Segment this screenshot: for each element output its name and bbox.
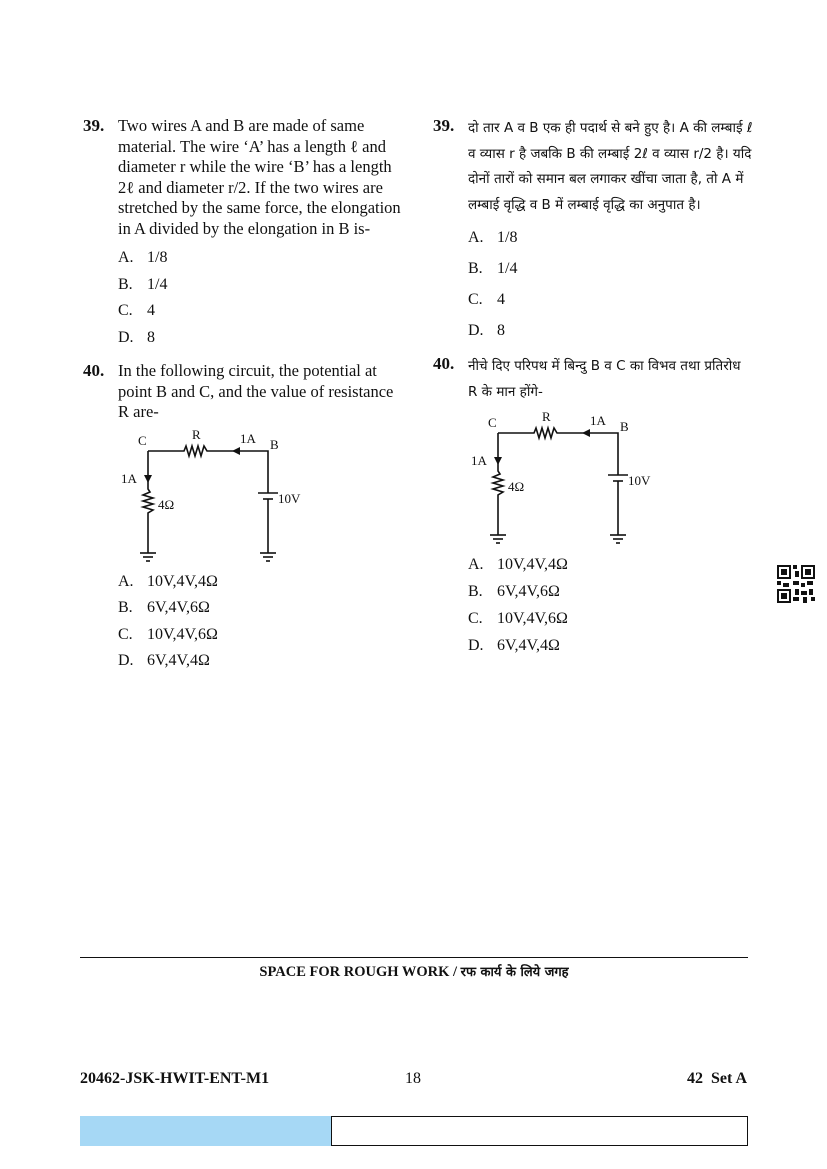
question-40-en [83,361,403,675]
resistor-4ohm-wire [143,451,153,553]
label-current-top: 1A [240,430,256,446]
rough-work-english: SPACE FOR ROUGH WORK / [259,964,458,980]
option-c[interactable] [468,605,753,632]
question-number: 39. [83,116,105,135]
option-letter: C. [118,625,133,643]
circuit-diagram [468,407,668,547]
option-letter: D. [118,328,134,346]
label-current-top: 1A [590,413,606,428]
options-list [468,222,753,346]
question-text: नीचे दिए परिपथ में बिन्दु B व C का विभव तथा प्रतिरोध R के मान होंगे- [468,358,741,400]
option-d[interactable] [468,315,753,346]
question-text: In the following circuit, the potential at point B and C, and the value of resistance R are- [118,361,394,421]
options-list [118,569,403,675]
label-current-left: 1A [121,470,137,486]
option-letter: B. [468,259,483,277]
question-text: दो तार A व B एक ही पदार्थ से बने हुए है। A की लम्बाई ℓ व व्यास r है जबकि B की लम्बाई 2ℓ व व्यास r/2 है। यदि दोनों तारों को समान बल लगाकर खींचा जाता है, तो A में लम्बाई वृद्धि व B में लम्बाई वृद्धि का अनुपात है। [468,120,753,213]
question-39-hi [433,116,753,346]
question-number: 40. [83,361,105,380]
label-b: B [270,436,279,452]
option-letter: C. [118,302,133,320]
option-c[interactable] [468,284,753,315]
option-value: 10V,4V,6Ω [147,625,218,643]
label-r: R [192,426,201,442]
option-a[interactable] [468,222,753,253]
option-letter: B. [468,582,483,600]
option-letter: D. [468,636,484,654]
label-resistor: 4Ω [508,479,525,494]
label-b: B [620,419,629,434]
option-a[interactable] [118,569,403,596]
footer-color-bar [80,1116,332,1146]
question-number: 39. [433,116,455,135]
option-b[interactable] [468,253,753,284]
option-value: 6V,4V,4Ω [147,652,210,670]
option-a[interactable] [468,551,753,578]
option-b[interactable] [118,595,403,622]
options-list [468,551,753,659]
paper-code: 20462-JSK-HWIT-ENT-M1 [80,1070,270,1087]
option-letter: A. [118,249,134,267]
option-value: 4 [497,290,505,308]
option-letter: D. [468,321,484,339]
option-letter: A. [118,572,134,590]
label-resistor: 4Ω [158,496,175,512]
option-value: 10V,4V,4Ω [497,555,568,573]
option-d[interactable] [118,648,403,675]
option-value: 6V,4V,6Ω [147,599,210,617]
option-letter: B. [118,599,133,617]
option-value: 1/4 [497,259,518,277]
qr-code-icon [777,565,815,603]
set-label: 42 Set A [687,1070,747,1087]
option-letter: D. [118,652,134,670]
options-list [118,245,403,351]
english-column [83,116,403,675]
circuit-diagram [118,425,318,565]
option-value: 1/4 [147,275,168,293]
current-arrow-left [582,429,590,437]
option-a[interactable] [118,245,403,272]
label-r: R [542,409,551,424]
rough-work-hindi: रफ कार्य के लिये जगह [460,965,569,980]
rough-work-divider [80,957,748,958]
option-letter: A. [468,555,484,573]
option-c[interactable] [118,622,403,649]
option-b[interactable] [118,272,403,299]
option-b[interactable] [468,578,753,605]
option-letter: A. [468,228,484,246]
option-letter: C. [468,609,483,627]
resistor-r-wire [148,446,268,493]
current-arrow-down [494,457,502,465]
current-arrow-left [232,447,240,455]
question-text: Two wires A and B are made of same material. The wire ‘A’ has a length ℓ and diameter r while the wire ‘B’ has a length 2ℓ and diameter r/2. If the two wires are stretched by the same force, the elongation in A divided by the elongation in B is- [118,116,401,238]
option-value: 8 [497,321,505,339]
option-value: 1/8 [147,249,168,267]
rough-work-title [80,962,748,981]
label-c: C [138,432,147,448]
question-39-en [83,116,403,351]
option-d[interactable] [118,325,403,352]
label-battery: 10V [628,473,651,488]
label-battery: 10V [278,490,301,506]
option-value: 1/8 [497,228,518,246]
option-value: 8 [147,328,155,346]
option-letter: B. [118,275,133,293]
footer-box [331,1116,748,1146]
page-number: 18 [405,1070,421,1087]
hindi-column [433,116,753,659]
option-value: 6V,4V,4Ω [497,636,560,654]
option-letter: C. [468,290,483,308]
current-arrow-down [144,475,152,483]
option-c[interactable] [118,298,403,325]
resistor-r-wire [498,428,618,475]
question-number: 40. [433,354,455,373]
label-current-left: 1A [471,453,487,468]
option-value: 10V,4V,4Ω [147,572,218,590]
resistor-4ohm-wire [493,433,503,535]
option-value: 10V,4V,6Ω [497,609,568,627]
option-value: 6V,4V,6Ω [497,582,560,600]
option-value: 4 [147,302,155,320]
option-d[interactable] [468,632,753,659]
label-c: C [488,415,497,430]
question-40-hi [433,354,753,659]
